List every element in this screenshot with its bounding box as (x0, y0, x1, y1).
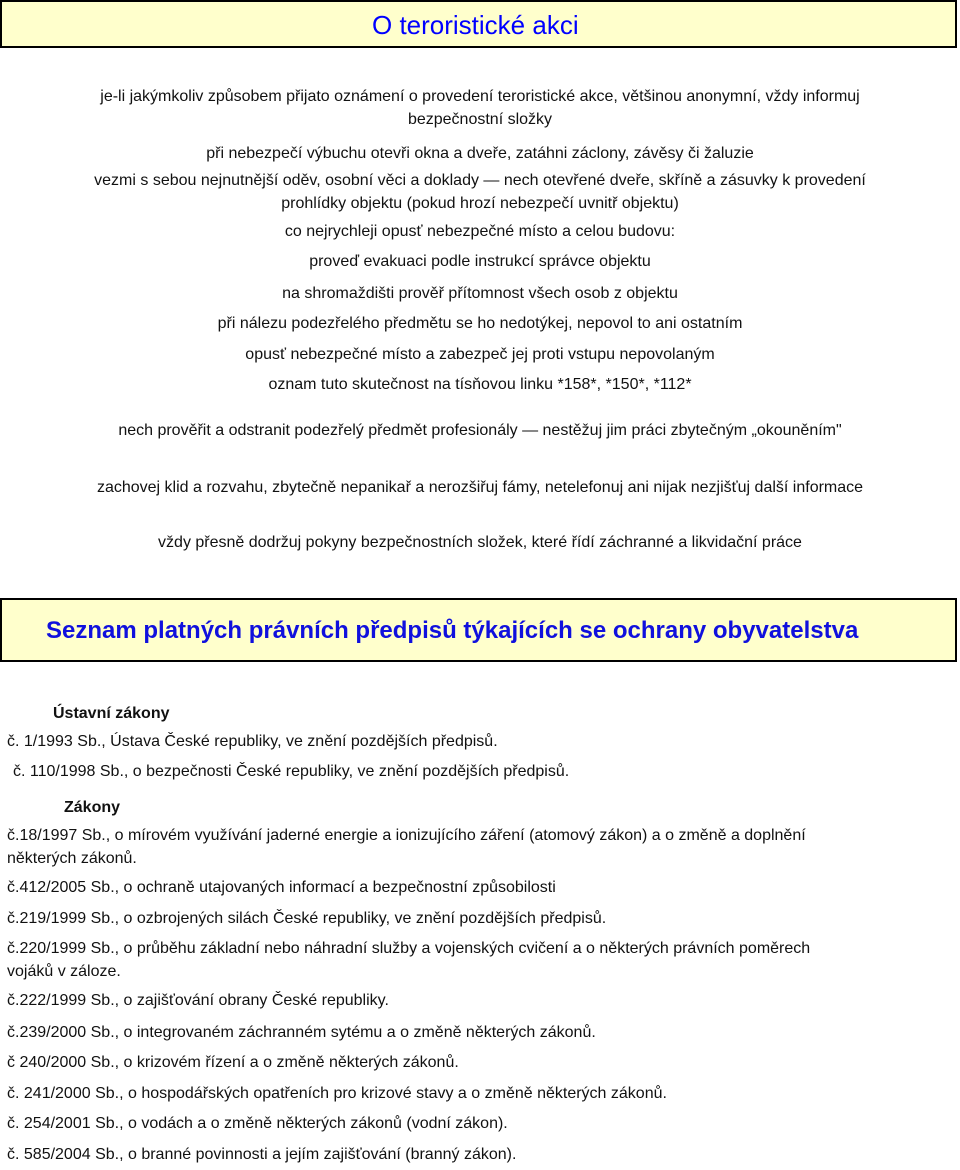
law-entry: č. 1/1993 Sb., Ústava České republiky, ve znění pozdějších předpisů. (7, 733, 498, 750)
instruction-line: oznam tuto skutečnost na tísňovou linku *158*, *150*, *112* (268, 376, 692, 393)
legislation-banner (0, 598, 957, 662)
law-entry: č.18/1997 Sb., o mírovém využívání jaderné energie a ionizujícího záření (atomový zákon) a o změně a doplnění (7, 827, 806, 844)
legislation-title: Seznam platných právních předpisů týkajících se ochrany obyvatelstva (46, 617, 859, 644)
law-entry: některých zákonů. (7, 850, 137, 867)
law-entry: č.412/2005 Sb., o ochraně utajovaných informací a bezpečnostní způsobilosti (7, 879, 556, 896)
instruction-line: prohlídky objektu (pokud hrozí nebezpečí uvnitř objektu) (281, 195, 679, 212)
instruction-line: je-li jakýmkoliv způsobem přijato oznámení o provedení teroristické akce, většinou anonymní, vždy informuj (100, 88, 860, 105)
instruction-line: vezmi s sebou nejnutnější oděv, osobní věci a doklady — nech otevřené dveře, skříně a zásuvky k provedení (94, 172, 866, 189)
instruction-line: vždy přesně dodržuj pokyny bezpečnostních složek, které řídí záchranné a likvidační práce (158, 534, 802, 551)
instruction-line: při nálezu podezřelého předmětu se ho nedotýkej, nepovol to ani ostatním (217, 315, 743, 332)
law-entry: č. 254/2001 Sb., o vodách a o změně některých zákonů (vodní zákon). (7, 1115, 508, 1132)
instruction-line: co nejrychleji opusť nebezpečné místo a celou budovu: (284, 223, 676, 240)
law-entry: vojáků v záloze. (7, 963, 121, 980)
constitutional-laws-heading: Ústavní zákony (53, 705, 170, 722)
laws-heading: Zákony (64, 799, 121, 816)
law-entry: č.219/1999 Sb., o ozbrojených silách České republiky, ve znění pozdějších předpisů. (7, 910, 607, 927)
law-entry: č. 585/2004 Sb., o branné povinnosti a jejím zajišťování (branný zákon). (7, 1146, 517, 1163)
law-entry: č.222/1999 Sb., o zajišťování obrany České republiky. (7, 992, 389, 1009)
law-entry: č. 110/1998 Sb., o bezpečnosti České republiky, ve znění pozdějších předpisů. (13, 763, 570, 780)
law-entry: č.220/1999 Sb., o průběhu základní nebo náhradní služby a vojenských cvičení a o některých právních poměrech (7, 940, 811, 957)
instruction-line: proveď evakuaci podle instrukcí správce objektu (309, 253, 651, 270)
instruction-line: na shromaždišti prověř přítomnost všech osob z objektu (282, 285, 678, 302)
law-entry: č 240/2000 Sb., o krizovém řízení a o změně některých zákonů. (7, 1054, 459, 1071)
instruction-line: nech prověřit a odstranit podezřelý předmět profesionály — nestěžuj jim práci zbytečným „okouněním" (118, 422, 842, 439)
title-banner (0, 0, 957, 48)
instruction-line: zachovej klid a rozvahu, zbytečně nepanikař a nerozšiřuj fámy, netelefonuj ani nijak nezjišťuj další informace (96, 479, 864, 496)
instruction-line: bezpečnostní složky (407, 111, 553, 128)
instruction-line: při nebezpečí výbuchu otevři okna a dveře, zatáhni záclony, závěsy či žaluzie (206, 145, 754, 162)
page-title: O teroristické akci (372, 10, 579, 40)
instruction-line: opusť nebezpečné místo a zabezpeč jej proti vstupu nepovolaným (245, 346, 715, 363)
law-entry: č.239/2000 Sb., o integrovaném záchranném sytému a o změně některých zákonů. (7, 1024, 596, 1041)
law-entry: č. 241/2000 Sb., o hospodářských opatřeních pro krizové stavy a o změně některých zákonů. (7, 1085, 667, 1102)
